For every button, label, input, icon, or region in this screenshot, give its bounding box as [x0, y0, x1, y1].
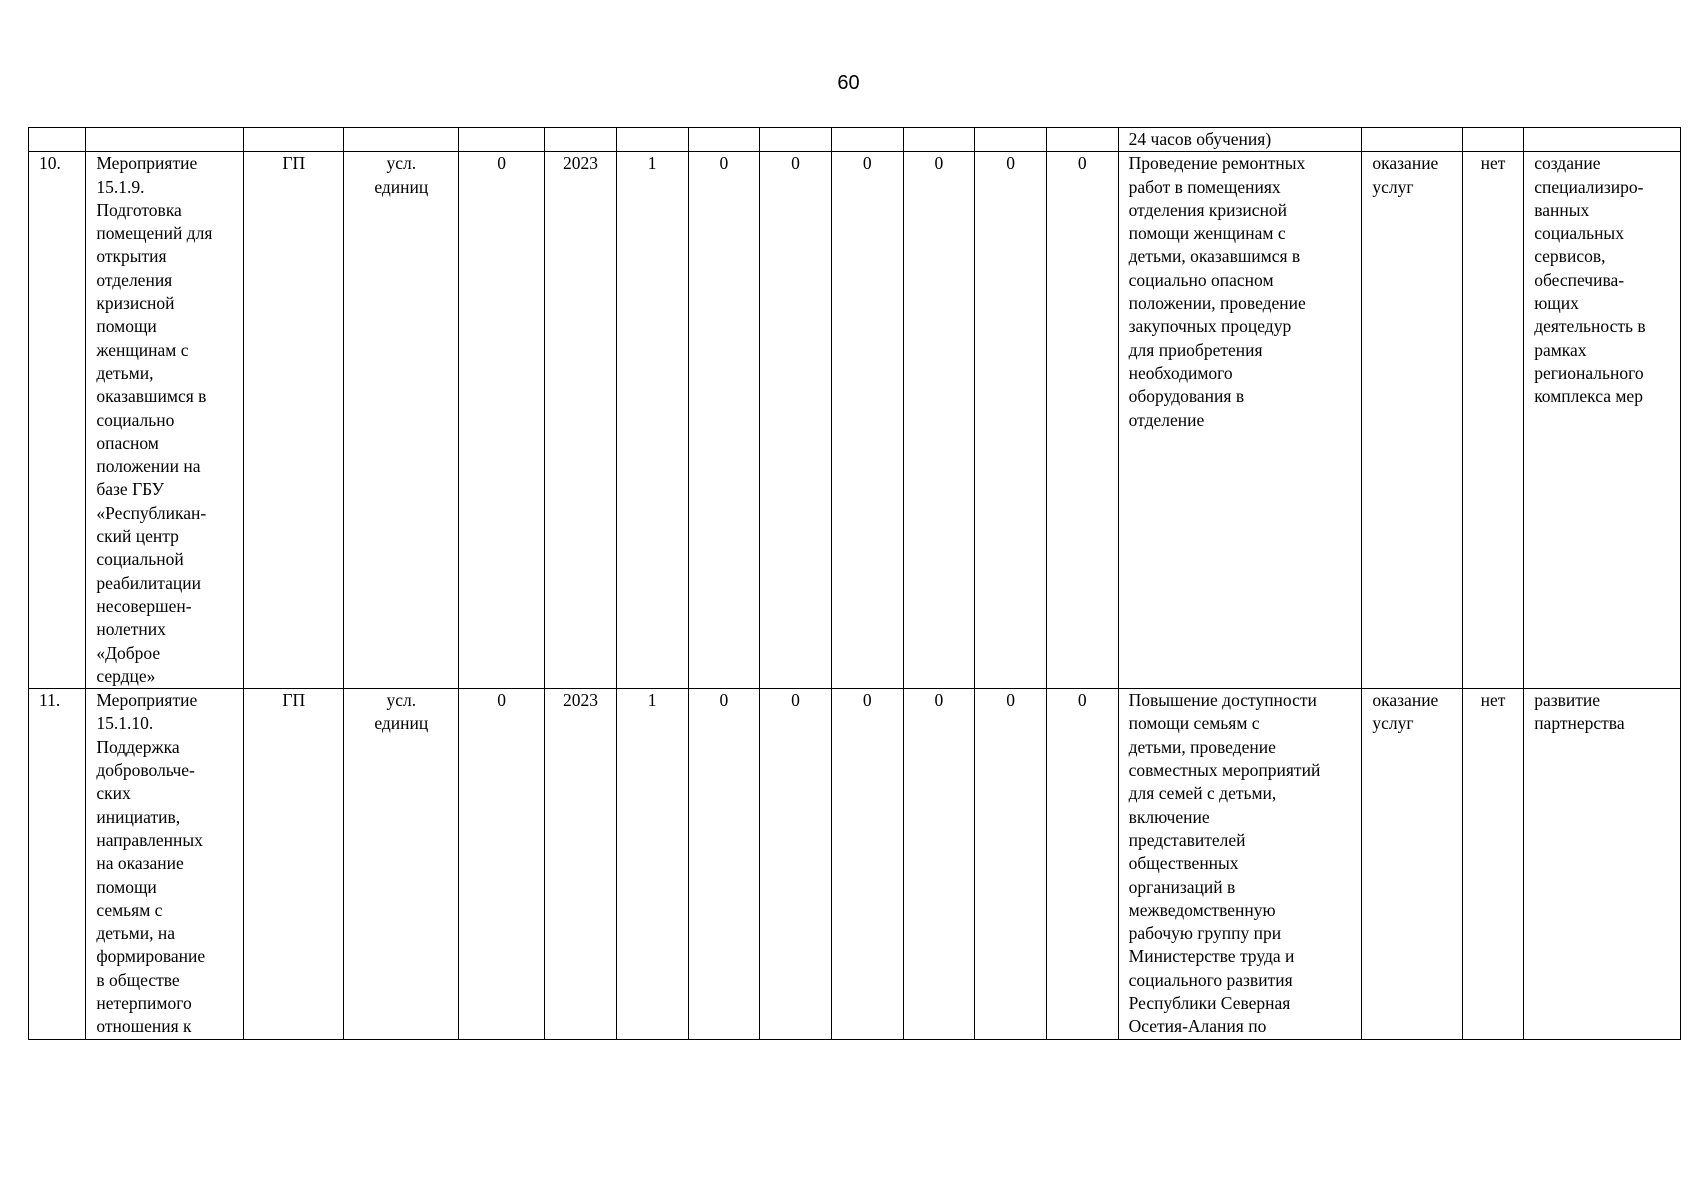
value-cell: 1: [616, 689, 688, 1039]
link-cell: развитие партнерства: [1524, 689, 1681, 1039]
cell: [831, 128, 903, 152]
base-year: 2023: [545, 152, 617, 689]
value-cell: 0: [903, 152, 975, 689]
value-cell: 0: [1046, 689, 1118, 1039]
result-cell: Повышение доступности помощи семьям с детьми, проведение совместных мероприятий для семей с детьми, включение представителей общественных организаций в межведомственную рабочую группу при Министерстве труда и социального развития Республики Северная Осетия-Алания по: [1118, 689, 1362, 1039]
cell: [1046, 128, 1118, 152]
cell: [975, 128, 1047, 152]
flag-cell: нет: [1462, 689, 1523, 1039]
value-cell: 0: [1046, 152, 1118, 689]
row-number: 10.: [29, 152, 86, 689]
gp-cell: ГП: [244, 152, 344, 689]
cell: [459, 128, 545, 152]
type-cell: оказание услуг: [1362, 689, 1462, 1039]
value-cell: 0: [760, 152, 832, 689]
cell: [616, 128, 688, 152]
value-cell: 1: [616, 152, 688, 689]
unit-cell: усл. единиц: [344, 152, 459, 689]
value-cell: 0: [831, 152, 903, 689]
cell: [1462, 128, 1523, 152]
value-cell: 0: [688, 689, 760, 1039]
row-number: 11.: [29, 689, 86, 1039]
measure-name: Мероприятие 15.1.10. Поддержка добровольче- ских инициатив, направленных на оказание помощи семьям с детьми, на формирование в обществе нетерпимого отношения к: [86, 689, 244, 1039]
cell: [1362, 128, 1462, 152]
cell: [688, 128, 760, 152]
cell: [1524, 128, 1681, 152]
table-row-continuation: [29, 128, 1681, 152]
value-cell: 0: [831, 689, 903, 1039]
result-cell: Проведение ремонтных работ в помещениях отделения кризисной помощи женщинам с детьми, оказавшимся в социально опасном положении, проведение закупочных процедур для приобретения необходимого оборудования в отделение: [1118, 152, 1362, 689]
link-cell: создание специализиро- ванных социальных сервисов, обеспечива- ющих деятельность в рамках регионального комплекса мер: [1524, 152, 1681, 689]
value-cell: 0: [688, 152, 760, 689]
value-cell: 0: [760, 689, 832, 1039]
unit-cell: усл. единиц: [344, 689, 459, 1039]
page-number: 60: [837, 72, 860, 94]
result-cell-continuation: 24 часов обучения): [1118, 128, 1362, 152]
cell: [29, 128, 86, 152]
measure-name: Мероприятие 15.1.9. Подготовка помещений для открытия отделения кризисной помощи женщинам с детьми, оказавшимся в социально опасном положении на базе ГБУ «Республикан- ский центр социальной реабилитации несовершен- нолетних «Доброе сердце»: [86, 152, 244, 689]
base-year: 2023: [545, 689, 617, 1039]
value-cell: 0: [975, 152, 1047, 689]
base-value: 0: [459, 689, 545, 1039]
flag-cell: нет: [1462, 152, 1523, 689]
cell: [86, 128, 244, 152]
base-value: 0: [459, 152, 545, 689]
cell: [903, 128, 975, 152]
cell: [545, 128, 617, 152]
type-cell: оказание услуг: [1362, 152, 1462, 689]
value-cell: 0: [903, 689, 975, 1039]
measures-table: [28, 127, 1681, 1040]
cell: [760, 128, 832, 152]
cell: [244, 128, 344, 152]
gp-cell: ГП: [244, 689, 344, 1039]
cell: [344, 128, 459, 152]
table-row: [29, 152, 1681, 689]
value-cell: 0: [975, 689, 1047, 1039]
table-row: [29, 689, 1681, 1039]
